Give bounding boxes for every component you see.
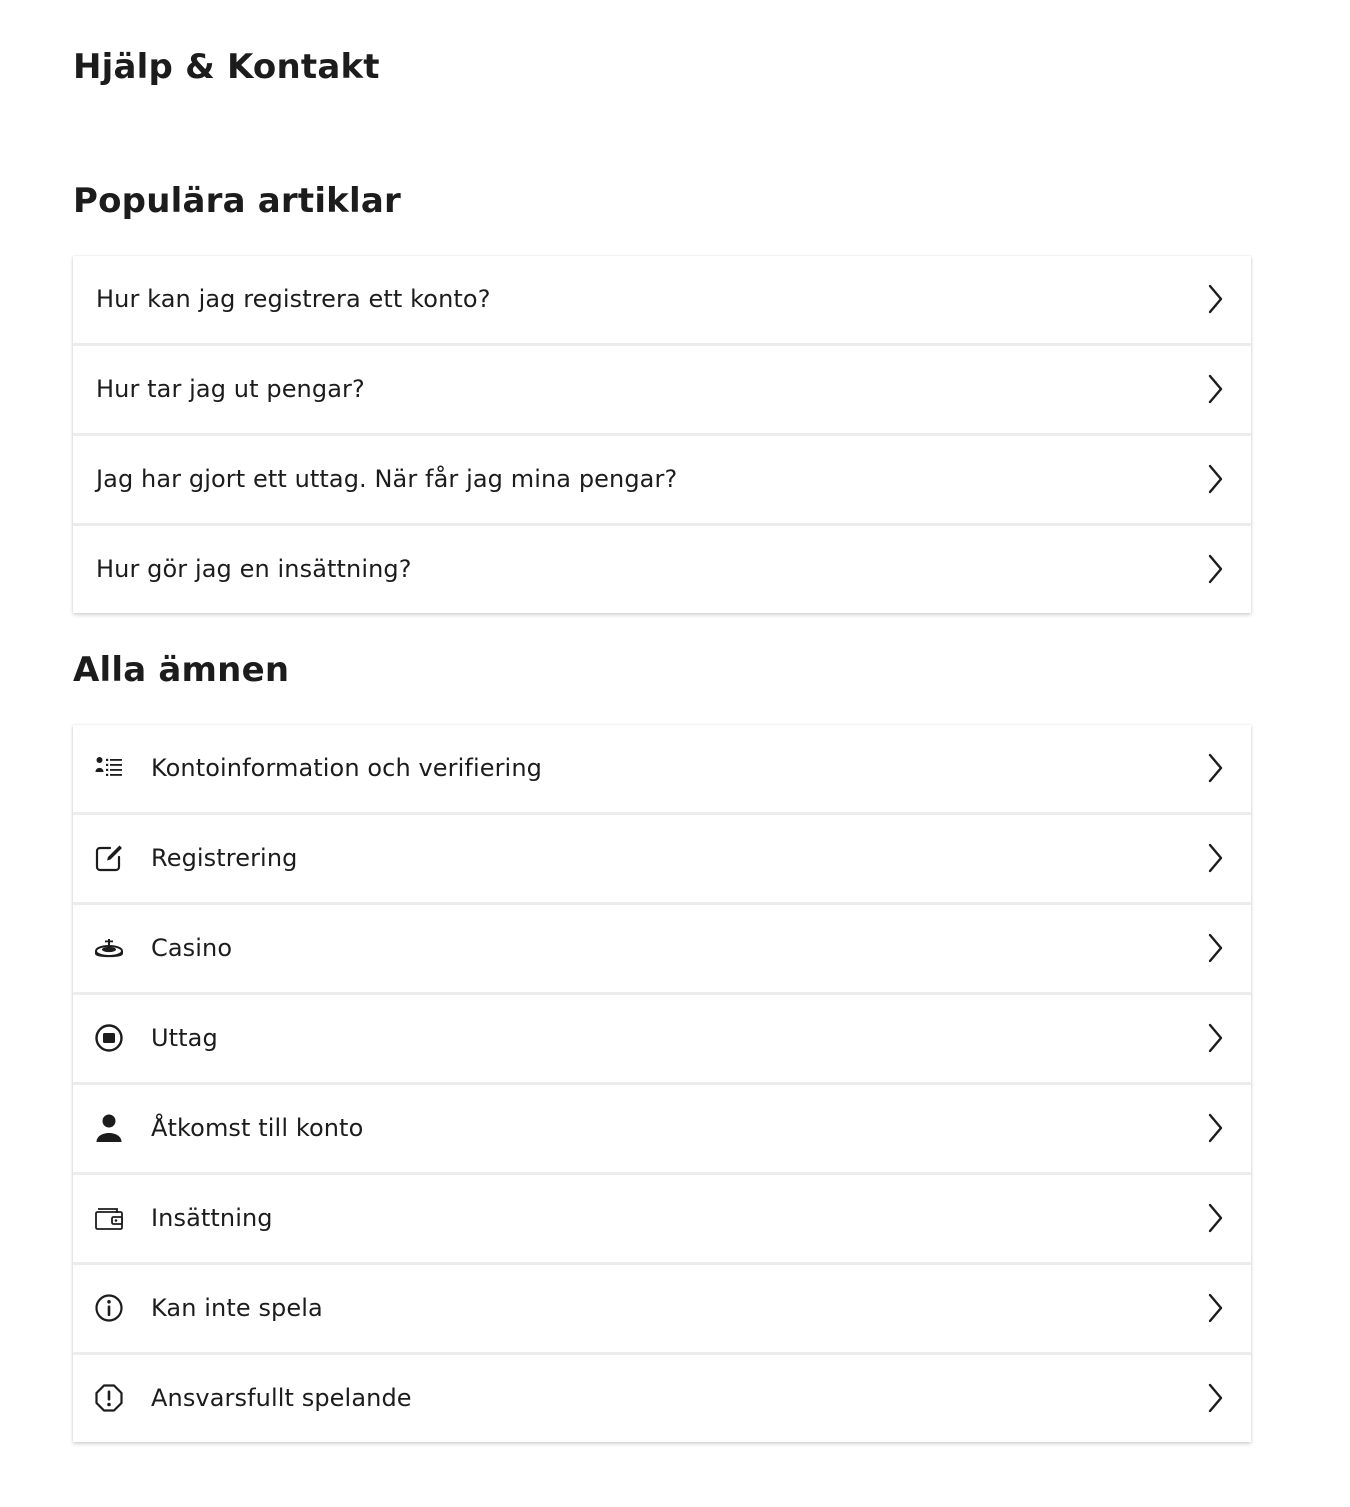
topic-registration[interactable] xyxy=(73,815,1251,902)
wallet-icon xyxy=(94,1203,124,1233)
popular-article-label: Jag har gjort ett uttag. När får jag mina pengar? xyxy=(96,465,678,493)
popular-article-register-account[interactable] xyxy=(73,256,1251,343)
popular-article-label: Hur gör jag en insättning? xyxy=(96,555,412,583)
topic-label: Åtkomst till konto xyxy=(151,1114,364,1142)
topic-label: Insättning xyxy=(151,1204,273,1232)
topic-label: Registrering xyxy=(151,844,298,872)
topic-label: Uttag xyxy=(151,1024,218,1052)
chevron-right-icon xyxy=(1205,1021,1225,1055)
chevron-right-icon xyxy=(1205,282,1225,316)
chevron-right-icon xyxy=(1205,751,1225,785)
chevron-right-icon xyxy=(1205,931,1225,965)
topic-label: Casino xyxy=(151,934,233,962)
user-icon xyxy=(94,1113,124,1143)
chevron-right-icon xyxy=(1205,1111,1225,1145)
chevron-right-icon xyxy=(1205,372,1225,406)
all-topics-list xyxy=(73,725,1251,1442)
topic-label: Kan inte spela xyxy=(151,1294,323,1322)
topic-account-access[interactable] xyxy=(73,1085,1251,1172)
chevron-right-icon xyxy=(1205,1201,1225,1235)
popular-article-label: Hur kan jag registrera ett konto? xyxy=(96,285,491,313)
all-topics-heading: Alla ämnen xyxy=(73,650,290,690)
popular-articles-heading: Populära artiklar xyxy=(73,181,401,221)
info-icon xyxy=(94,1293,124,1323)
withdrawal-icon xyxy=(94,1023,124,1053)
roulette-icon xyxy=(94,933,124,963)
popular-article-withdrawal-time[interactable] xyxy=(73,436,1251,523)
topic-casino[interactable] xyxy=(73,905,1251,992)
alert-icon xyxy=(94,1383,124,1413)
popular-article-make-deposit[interactable] xyxy=(73,526,1251,613)
edit-icon xyxy=(94,843,124,873)
chevron-right-icon xyxy=(1205,462,1225,496)
account-list-icon xyxy=(94,753,124,783)
chevron-right-icon xyxy=(1205,1291,1225,1325)
topic-cannot-play[interactable] xyxy=(73,1265,1251,1352)
topic-withdrawal[interactable] xyxy=(73,995,1251,1082)
popular-article-label: Hur tar jag ut pengar? xyxy=(96,375,365,403)
popular-article-withdraw-money[interactable] xyxy=(73,346,1251,433)
topic-label: Ansvarsfullt spelande xyxy=(151,1384,412,1412)
page-title: Hjälp & Kontakt xyxy=(73,47,380,87)
popular-articles-list xyxy=(73,256,1251,613)
chevron-right-icon xyxy=(1205,1381,1225,1415)
chevron-right-icon xyxy=(1205,841,1225,875)
topic-account-information[interactable] xyxy=(73,725,1251,812)
topic-deposit[interactable] xyxy=(73,1175,1251,1262)
topic-label: Kontoinformation och verifiering xyxy=(151,754,542,782)
topic-responsible-gaming[interactable] xyxy=(73,1355,1251,1442)
chevron-right-icon xyxy=(1205,552,1225,586)
